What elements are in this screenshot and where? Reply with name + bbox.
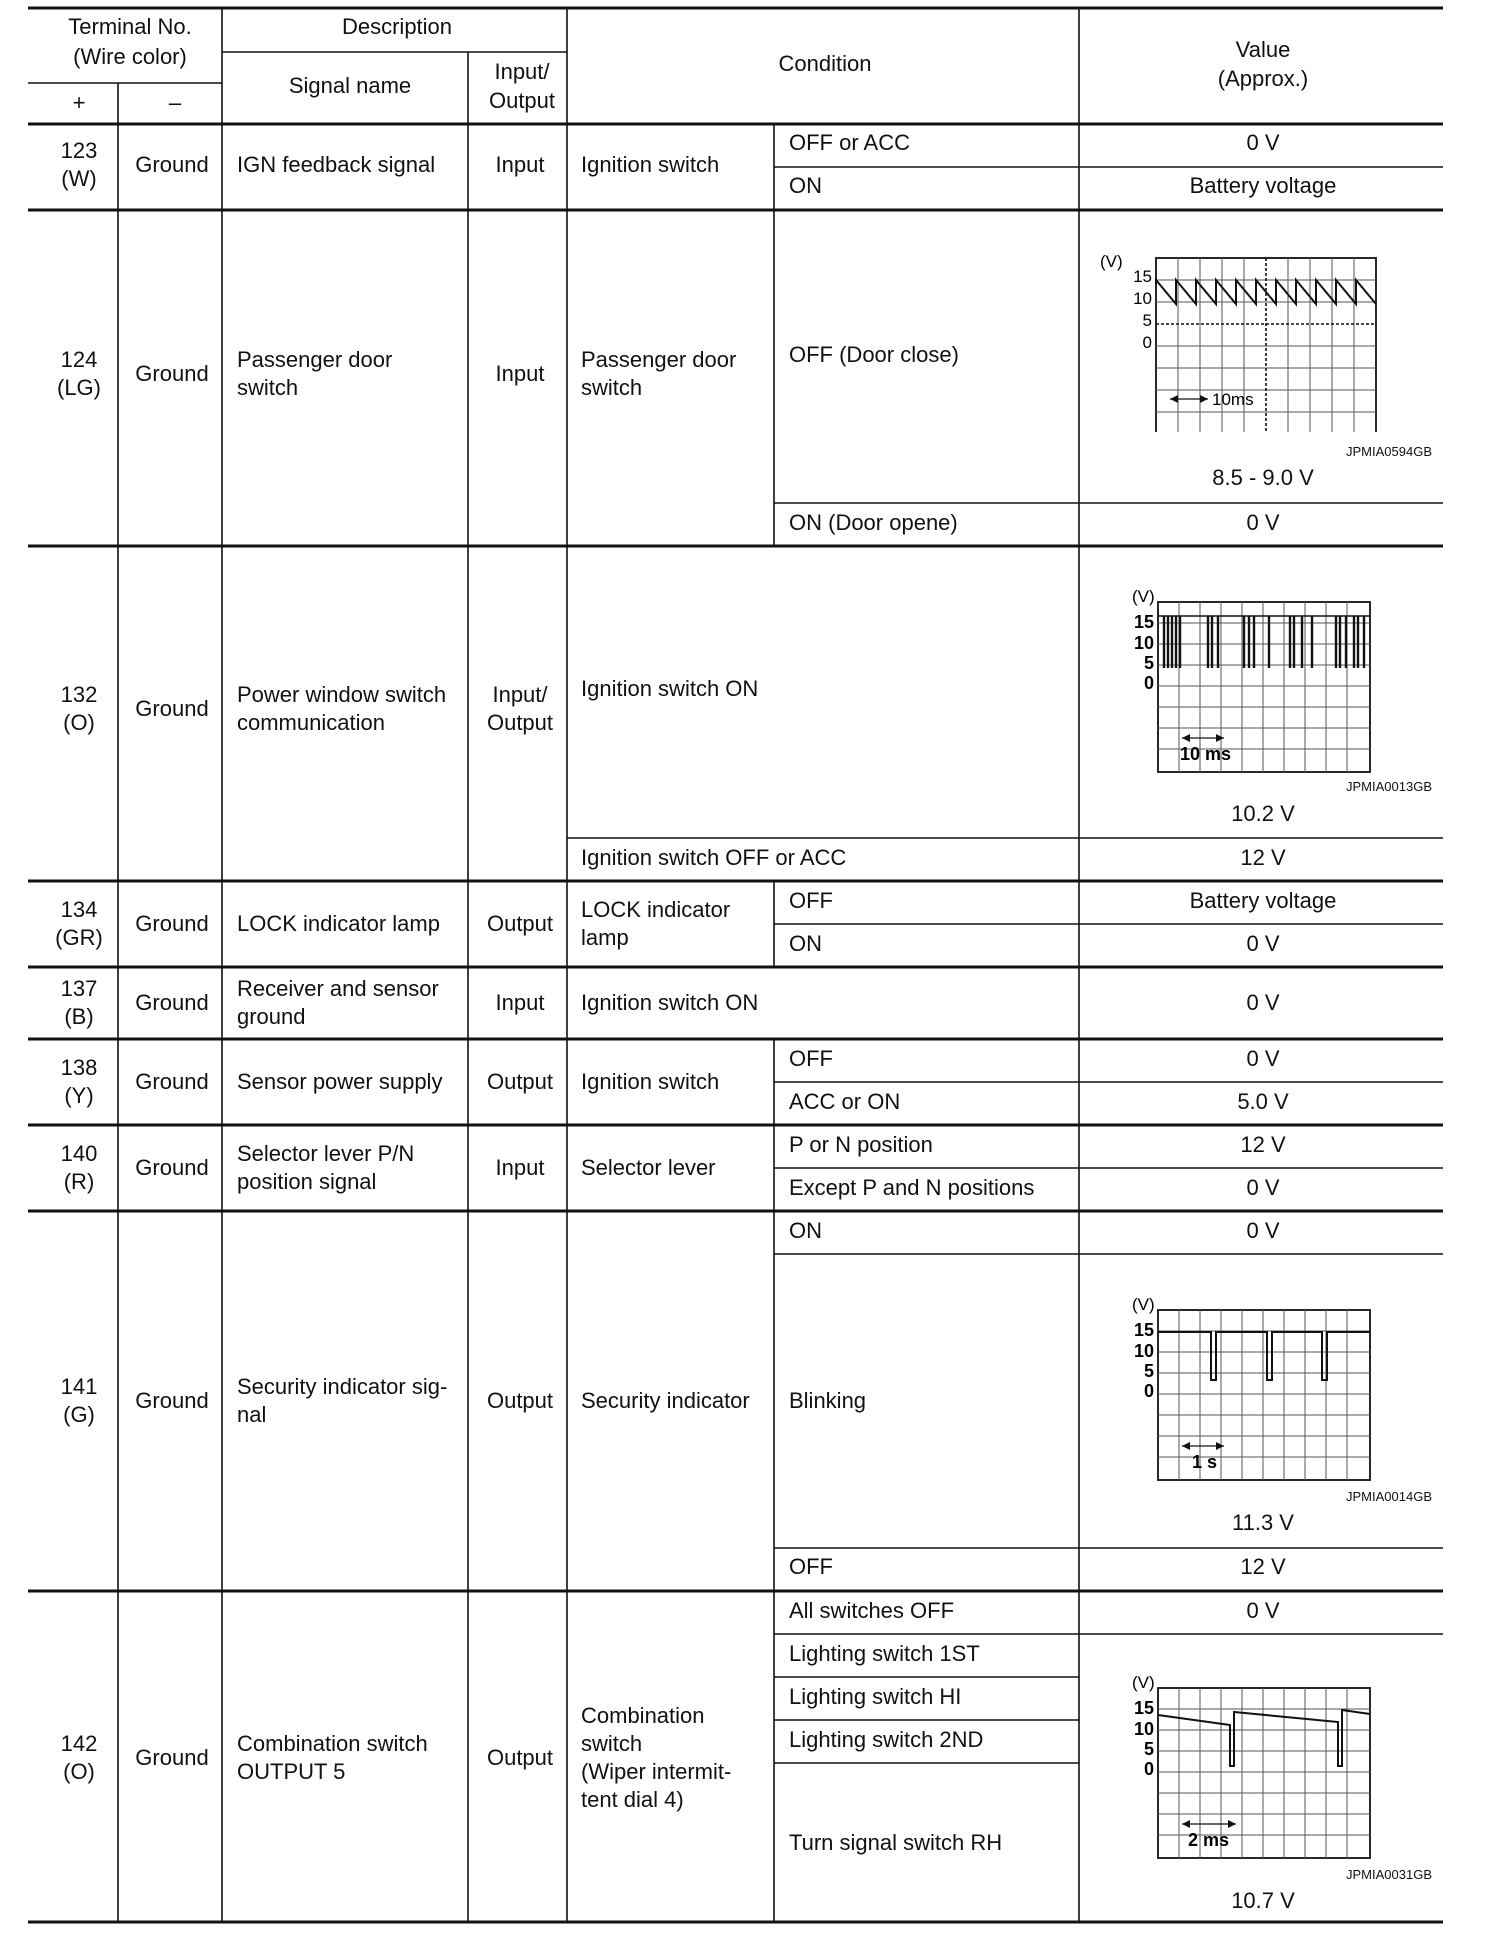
signal-name-line1: Security indicator sig- bbox=[237, 1374, 448, 1399]
wire-color: (G) bbox=[63, 1402, 95, 1427]
condition-sub: OFF or ACC bbox=[789, 130, 911, 155]
header-terminal-no: Terminal No. bbox=[68, 14, 192, 39]
condition-main-line1: LOCK indicator bbox=[581, 897, 731, 922]
terminal-number: 132 bbox=[60, 682, 98, 707]
condition-sub: Lighting switch HI bbox=[789, 1684, 962, 1709]
tick-10: 10 bbox=[1133, 1341, 1154, 1361]
header-description: Description bbox=[341, 14, 453, 39]
wire-color: (W) bbox=[61, 166, 97, 191]
signal-name: IGN feedback signal bbox=[237, 152, 436, 177]
signal-name-line2: position signal bbox=[237, 1169, 377, 1194]
condition: Ignition switch ON bbox=[581, 990, 759, 1015]
value: 0 V bbox=[1246, 130, 1280, 155]
minus-terminal: Ground bbox=[135, 1388, 209, 1413]
oscilloscope-waveform-124 bbox=[1098, 252, 1388, 432]
io-type: Input bbox=[495, 1155, 545, 1180]
condition-main-line4: tent dial 4) bbox=[581, 1787, 684, 1812]
tick-5: 5 bbox=[1142, 311, 1152, 330]
tick-0: 0 bbox=[1143, 1759, 1154, 1779]
oscilloscope-waveform-141 bbox=[1124, 1296, 1384, 1486]
condition-main: Security indicator bbox=[581, 1388, 750, 1413]
value: Battery voltage bbox=[1189, 888, 1337, 913]
condition-main: Ignition switch bbox=[581, 152, 720, 177]
terminal-number: 141 bbox=[60, 1374, 98, 1399]
condition: Ignition switch OFF or ACC bbox=[581, 845, 847, 870]
value: 0 V bbox=[1246, 1598, 1280, 1623]
signal-name: LOCK indicator lamp bbox=[237, 911, 440, 936]
time-division: 10 ms bbox=[1180, 744, 1232, 764]
value: 10.2 V bbox=[1231, 801, 1295, 826]
minus-terminal: Ground bbox=[135, 911, 209, 936]
condition-sub: ON bbox=[789, 173, 822, 198]
minus-terminal: Ground bbox=[135, 696, 209, 721]
tick-10: 10 bbox=[1133, 1719, 1154, 1739]
condition-sub: OFF (Door close) bbox=[789, 342, 959, 367]
signal-name-line2: nal bbox=[237, 1402, 267, 1427]
condition: Ignition switch ON bbox=[581, 676, 759, 701]
condition-sub: P or N position bbox=[789, 1132, 933, 1157]
minus-terminal: Ground bbox=[135, 1745, 209, 1770]
minus-terminal: Ground bbox=[135, 1069, 209, 1094]
io-type: Output bbox=[486, 1388, 554, 1413]
value: 0 V bbox=[1246, 990, 1280, 1015]
header-plus: + bbox=[72, 90, 86, 115]
tick-5: 5 bbox=[1143, 1361, 1154, 1381]
tick-5: 5 bbox=[1143, 1739, 1154, 1759]
condition-sub: ON bbox=[789, 931, 822, 956]
header-wire-color: (Wire color) bbox=[73, 44, 187, 69]
signal-name: Sensor power supply bbox=[237, 1069, 443, 1094]
terminal-number: 137 bbox=[60, 976, 98, 1001]
terminal-number: 138 bbox=[60, 1055, 98, 1080]
condition-sub: OFF bbox=[789, 1554, 833, 1579]
tick-5: 5 bbox=[1143, 653, 1154, 673]
condition-main: Ignition switch bbox=[581, 1069, 720, 1094]
terminal-number: 123 bbox=[60, 138, 98, 163]
condition-main-line3: (Wiper intermit- bbox=[581, 1759, 732, 1784]
value: 0 V bbox=[1246, 931, 1280, 956]
condition-sub: All switches OFF bbox=[789, 1598, 955, 1623]
header-condition: Condition bbox=[778, 51, 872, 76]
signal-name-line2: switch bbox=[237, 375, 299, 400]
condition-main-line2: switch bbox=[581, 375, 643, 400]
value: 0 V bbox=[1246, 1218, 1280, 1243]
value: 0 V bbox=[1246, 510, 1280, 535]
signal-name-line1: Combination switch bbox=[237, 1731, 428, 1756]
condition-sub: Lighting switch 2ND bbox=[789, 1727, 984, 1752]
condition-sub: Except P and N positions bbox=[789, 1175, 1035, 1200]
io-type-line1: Input/ bbox=[492, 682, 548, 707]
signal-name-line1: Selector lever P/N bbox=[237, 1141, 415, 1166]
terminal-number: 142 bbox=[60, 1731, 98, 1756]
header-value-line2: (Approx.) bbox=[1217, 66, 1309, 91]
condition-sub: ACC or ON bbox=[789, 1089, 901, 1114]
signal-name-line2: OUTPUT 5 bbox=[237, 1759, 346, 1784]
tick-15: 15 bbox=[1133, 267, 1152, 286]
io-type: Output bbox=[486, 911, 554, 936]
oscilloscope-waveform-142 bbox=[1124, 1674, 1384, 1864]
condition-main-line1: Combination bbox=[581, 1703, 705, 1728]
io-type-line2: Output bbox=[486, 710, 554, 735]
time-division: 2 ms bbox=[1188, 1830, 1230, 1850]
value: 11.3 V bbox=[1232, 1510, 1294, 1535]
wire-color: (B) bbox=[64, 1004, 94, 1029]
signal-name-line1: Power window switch bbox=[237, 682, 447, 707]
figure-code: JPMIA0594GB bbox=[1346, 444, 1432, 459]
wire-color: (O) bbox=[63, 1759, 95, 1784]
condition-sub: Turn signal switch RH bbox=[789, 1830, 1003, 1855]
tick-0: 0 bbox=[1142, 333, 1152, 352]
figure-code: JPMIA0013GB bbox=[1346, 779, 1432, 794]
wire-color: (GR) bbox=[55, 925, 103, 950]
figure-code: JPMIA0014GB bbox=[1346, 1489, 1432, 1504]
tick-0: 0 bbox=[1143, 1381, 1154, 1401]
wire-color: (LG) bbox=[57, 375, 101, 400]
condition-main-line2: lamp bbox=[581, 925, 629, 950]
signal-name-line2: ground bbox=[237, 1004, 306, 1029]
io-type: Output bbox=[486, 1745, 554, 1770]
value: 12 V bbox=[1240, 1132, 1286, 1157]
value: 0 V bbox=[1246, 1046, 1280, 1071]
terminal-number: 134 bbox=[60, 897, 98, 922]
axis-unit: (V) bbox=[1132, 1296, 1155, 1314]
condition-main: Selector lever bbox=[581, 1155, 716, 1180]
io-type: Output bbox=[486, 1069, 554, 1094]
value: 8.5 - 9.0 V bbox=[1212, 465, 1314, 490]
axis-unit: (V) bbox=[1100, 252, 1123, 271]
tick-15: 15 bbox=[1133, 612, 1154, 632]
tick-10: 10 bbox=[1133, 289, 1152, 308]
condition-sub: ON (Door opene) bbox=[789, 510, 958, 535]
io-type: Input bbox=[495, 361, 545, 386]
minus-terminal: Ground bbox=[135, 152, 209, 177]
condition-sub: OFF bbox=[789, 1046, 833, 1071]
condition-main-line2: switch bbox=[581, 1731, 643, 1756]
wire-color: (O) bbox=[63, 710, 95, 735]
terminal-number: 124 bbox=[60, 347, 98, 372]
tick-15: 15 bbox=[1133, 1320, 1154, 1340]
value: 10.7 V bbox=[1231, 1888, 1295, 1913]
signal-name-line1: Passenger door bbox=[237, 347, 393, 372]
header-value-line1: Value bbox=[1235, 37, 1291, 62]
wire-color: (R) bbox=[63, 1169, 95, 1194]
axis-unit: (V) bbox=[1132, 587, 1155, 606]
condition-sub: OFF bbox=[789, 888, 833, 913]
axis-unit: (V) bbox=[1132, 1674, 1155, 1692]
oscilloscope-waveform-132 bbox=[1124, 586, 1384, 776]
header-io-line2: Output bbox=[488, 88, 556, 113]
figure-code: JPMIA0031GB bbox=[1346, 1867, 1432, 1882]
condition-sub: Blinking bbox=[789, 1388, 867, 1413]
time-division: 1 s bbox=[1192, 1452, 1218, 1472]
minus-terminal: Ground bbox=[135, 990, 209, 1015]
terminal-number: 140 bbox=[60, 1141, 98, 1166]
tick-10: 10 bbox=[1133, 633, 1154, 653]
value: 12 V bbox=[1240, 1554, 1286, 1579]
condition-main-line1: Passenger door bbox=[581, 347, 737, 372]
io-type: Input bbox=[495, 152, 545, 177]
condition-sub: ON bbox=[789, 1218, 822, 1243]
time-division: 10ms bbox=[1212, 390, 1254, 409]
value: Battery voltage bbox=[1189, 173, 1337, 198]
header-signal-name: Signal name bbox=[288, 73, 412, 98]
minus-terminal: Ground bbox=[135, 361, 209, 386]
header-minus: – bbox=[168, 90, 182, 115]
signal-name-line2: communication bbox=[237, 710, 385, 735]
header-io-line1: Input/ bbox=[494, 59, 550, 84]
condition-sub: Lighting switch 1ST bbox=[789, 1641, 980, 1666]
io-type: Input bbox=[495, 990, 545, 1015]
tick-0: 0 bbox=[1143, 673, 1154, 693]
value: 12 V bbox=[1240, 845, 1286, 870]
minus-terminal: Ground bbox=[135, 1155, 209, 1180]
signal-name-line1: Receiver and sensor bbox=[237, 976, 439, 1001]
tick-15: 15 bbox=[1133, 1698, 1154, 1718]
value: 5.0 V bbox=[1237, 1089, 1289, 1114]
wire-color: (Y) bbox=[64, 1083, 94, 1108]
value: 0 V bbox=[1246, 1175, 1280, 1200]
